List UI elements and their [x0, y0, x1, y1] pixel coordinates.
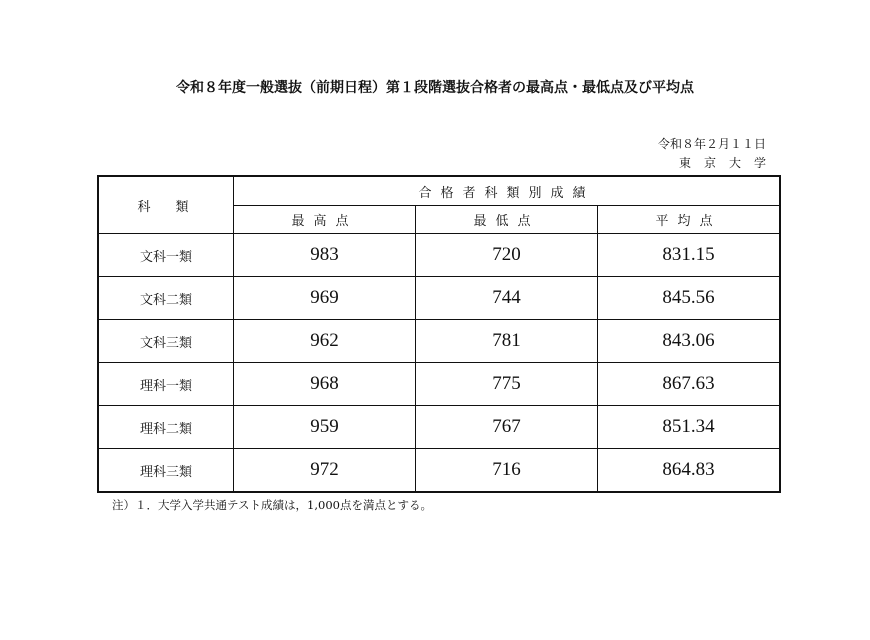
min-cell: 781 [416, 320, 598, 363]
max-cell: 969 [234, 277, 416, 320]
category-cell: 文科二類 [98, 277, 234, 320]
avg-cell: 831.15 [598, 234, 781, 277]
max-cell: 983 [234, 234, 416, 277]
avg-cell: 867.63 [598, 363, 781, 406]
table-row [98, 406, 780, 449]
table-row [98, 320, 780, 363]
category-cell: 理科一類 [98, 363, 234, 406]
max-cell: 968 [234, 363, 416, 406]
max-cell: 972 [234, 449, 416, 493]
min-cell: 720 [416, 234, 598, 277]
table-row [98, 363, 780, 406]
category-cell: 理科二類 [98, 406, 234, 449]
avg-cell: 845.56 [598, 277, 781, 320]
avg-cell: 843.06 [598, 320, 781, 363]
footnote: 注）１．大学入学共通テスト成績は，1,000点を満点とする。 [112, 498, 432, 512]
max-cell: 959 [234, 406, 416, 449]
table-row [98, 234, 780, 277]
header-min: 最低点 [416, 206, 598, 234]
avg-cell: 864.83 [598, 449, 781, 493]
organization: 東京大学 [678, 156, 779, 170]
max-cell: 962 [234, 320, 416, 363]
issue-date: 令和８年２月１１日 [657, 137, 766, 151]
table-row [98, 449, 780, 493]
scores-table [97, 175, 781, 493]
header-max: 最高点 [234, 206, 416, 234]
header-avg: 平均点 [598, 206, 781, 234]
min-cell: 744 [416, 277, 598, 320]
category-cell: 理科三類 [98, 449, 234, 493]
table-row [98, 277, 780, 320]
page-title: 令和８年度一般選抜（前期日程）第１段階選抜合格者の最高点・最低点及び平均点 [176, 80, 694, 96]
min-cell: 716 [416, 449, 598, 493]
min-cell: 775 [416, 363, 598, 406]
category-cell: 文科三類 [98, 320, 234, 363]
header-category: 科 類 [98, 176, 234, 234]
category-cell: 文科一類 [98, 234, 234, 277]
min-cell: 767 [416, 406, 598, 449]
header-group: 合格者科類別成績 [234, 176, 781, 206]
avg-cell: 851.34 [598, 406, 781, 449]
